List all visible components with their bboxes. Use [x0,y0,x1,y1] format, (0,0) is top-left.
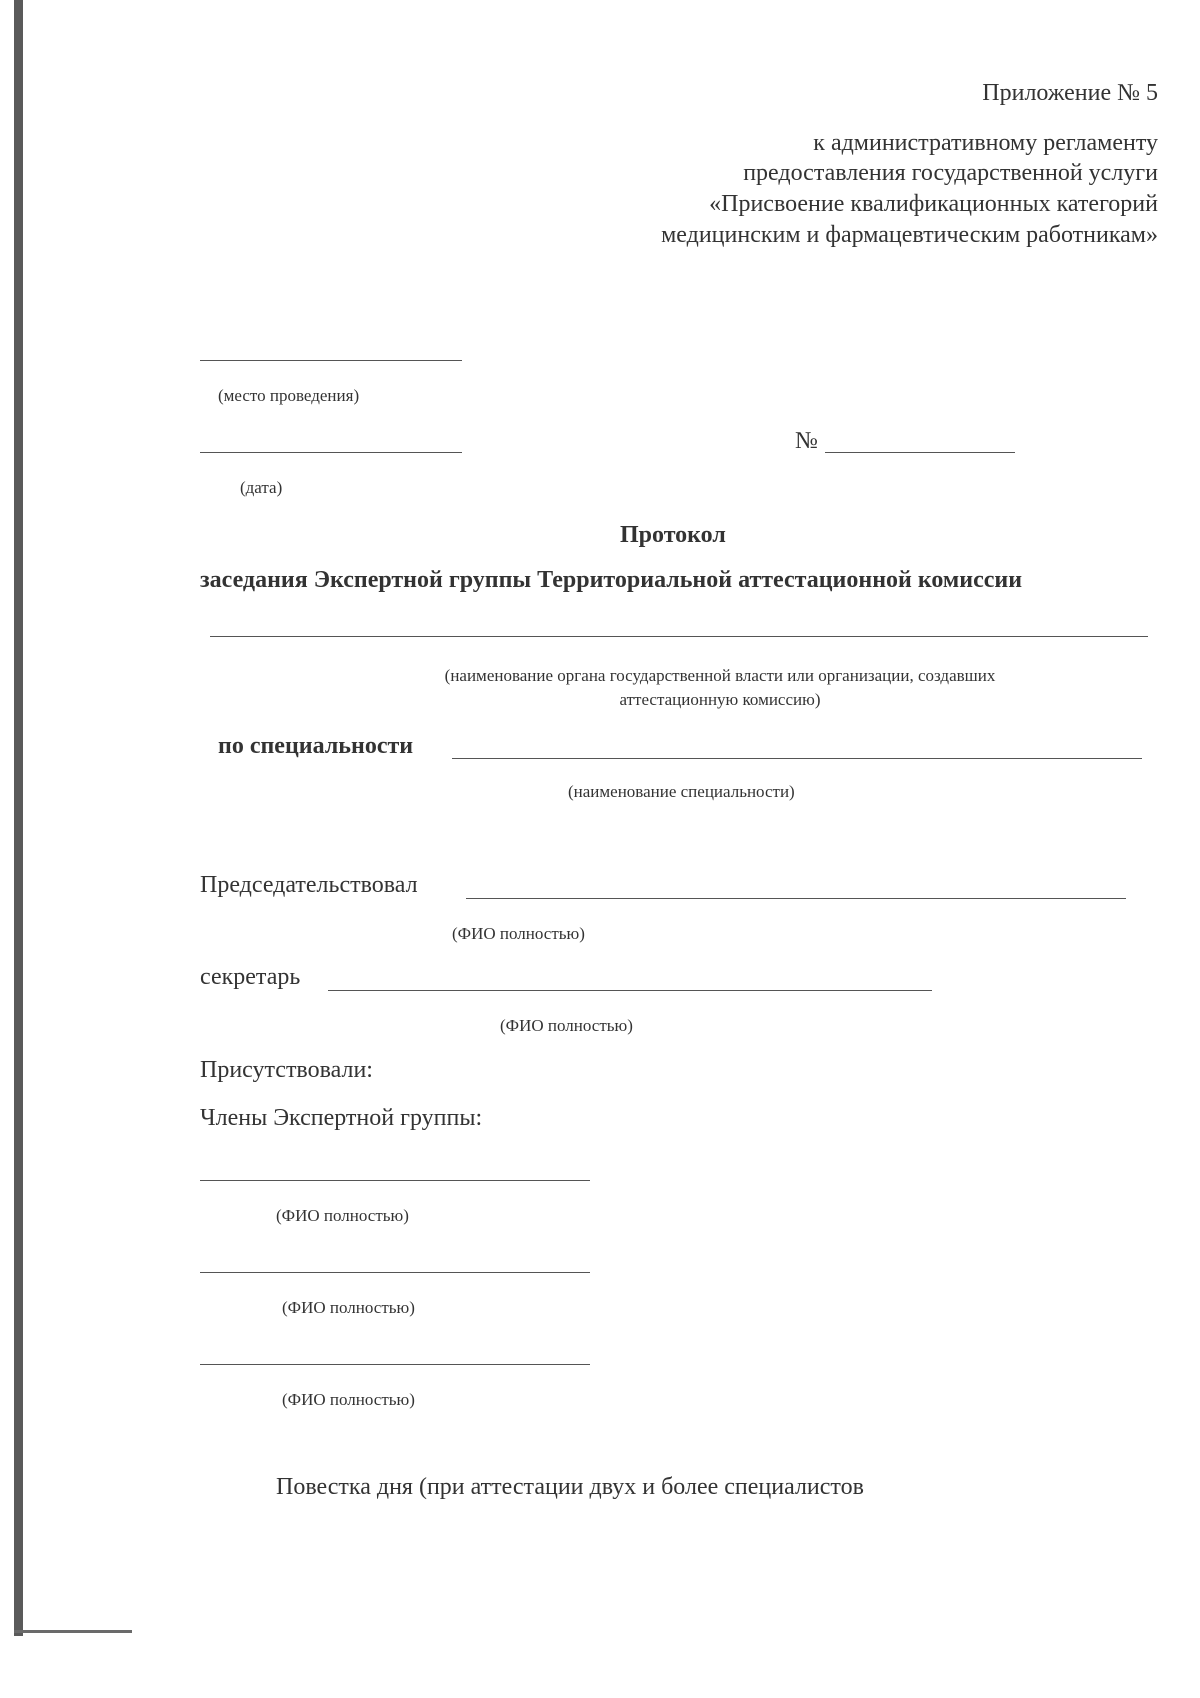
document-title: Протокол [620,522,726,548]
specialty-label: по специальности [218,733,414,759]
appendix-number: Приложение № 5 [982,80,1158,106]
member-1-blank-line [200,1180,590,1181]
header-line-4: медицинским и фармацевтическим работникам» [661,222,1158,248]
member-3-caption: (ФИО полностью) [282,1390,415,1409]
member-1-caption: (ФИО полностью) [276,1206,409,1225]
date-caption: (дата) [240,478,283,497]
number-label: № [795,428,818,454]
document-subtitle: заседания Экспертной группы Территориальной аттестационной комиссии [200,567,1023,593]
number-blank-line [825,452,1015,453]
chair-blank-line [466,898,1126,899]
chair-caption: (ФИО полностью) [452,924,585,943]
scan-left-edge [14,0,23,1636]
date-blank-line [200,452,462,453]
org-blank-line [210,636,1148,637]
place-blank-line [200,360,462,361]
header-line-2: предоставления государственной услуги [743,160,1158,186]
org-caption-line-2: аттестационную комиссию) [619,690,821,709]
header-line-3: «Присвоение квалификационных категорий [709,191,1158,217]
header-line-1: к административному регламенту [813,130,1158,156]
org-caption-line-1: (наименование органа государственной власти или организации, создавших [444,666,996,685]
member-3-blank-line [200,1364,590,1365]
agenda-text: Повестка дня (при аттестации двух и более специалистов [276,1474,864,1500]
members-label: Члены Экспертной группы: [200,1105,483,1131]
scan-bottom-edge [14,1630,132,1633]
secretary-blank-line [328,990,932,991]
secretary-caption: (ФИО полностью) [500,1016,633,1035]
chair-label: Председательствовал [200,872,418,898]
member-2-caption: (ФИО полностью) [282,1298,415,1317]
specialty-caption: (наименование специальности) [568,782,795,801]
secretary-label: секретарь [200,964,301,990]
place-caption: (место проведения) [218,386,360,405]
org-caption [300,664,1140,712]
member-2-blank-line [200,1272,590,1273]
specialty-blank-line [452,758,1142,759]
present-label: Присутствовали: [200,1057,373,1083]
